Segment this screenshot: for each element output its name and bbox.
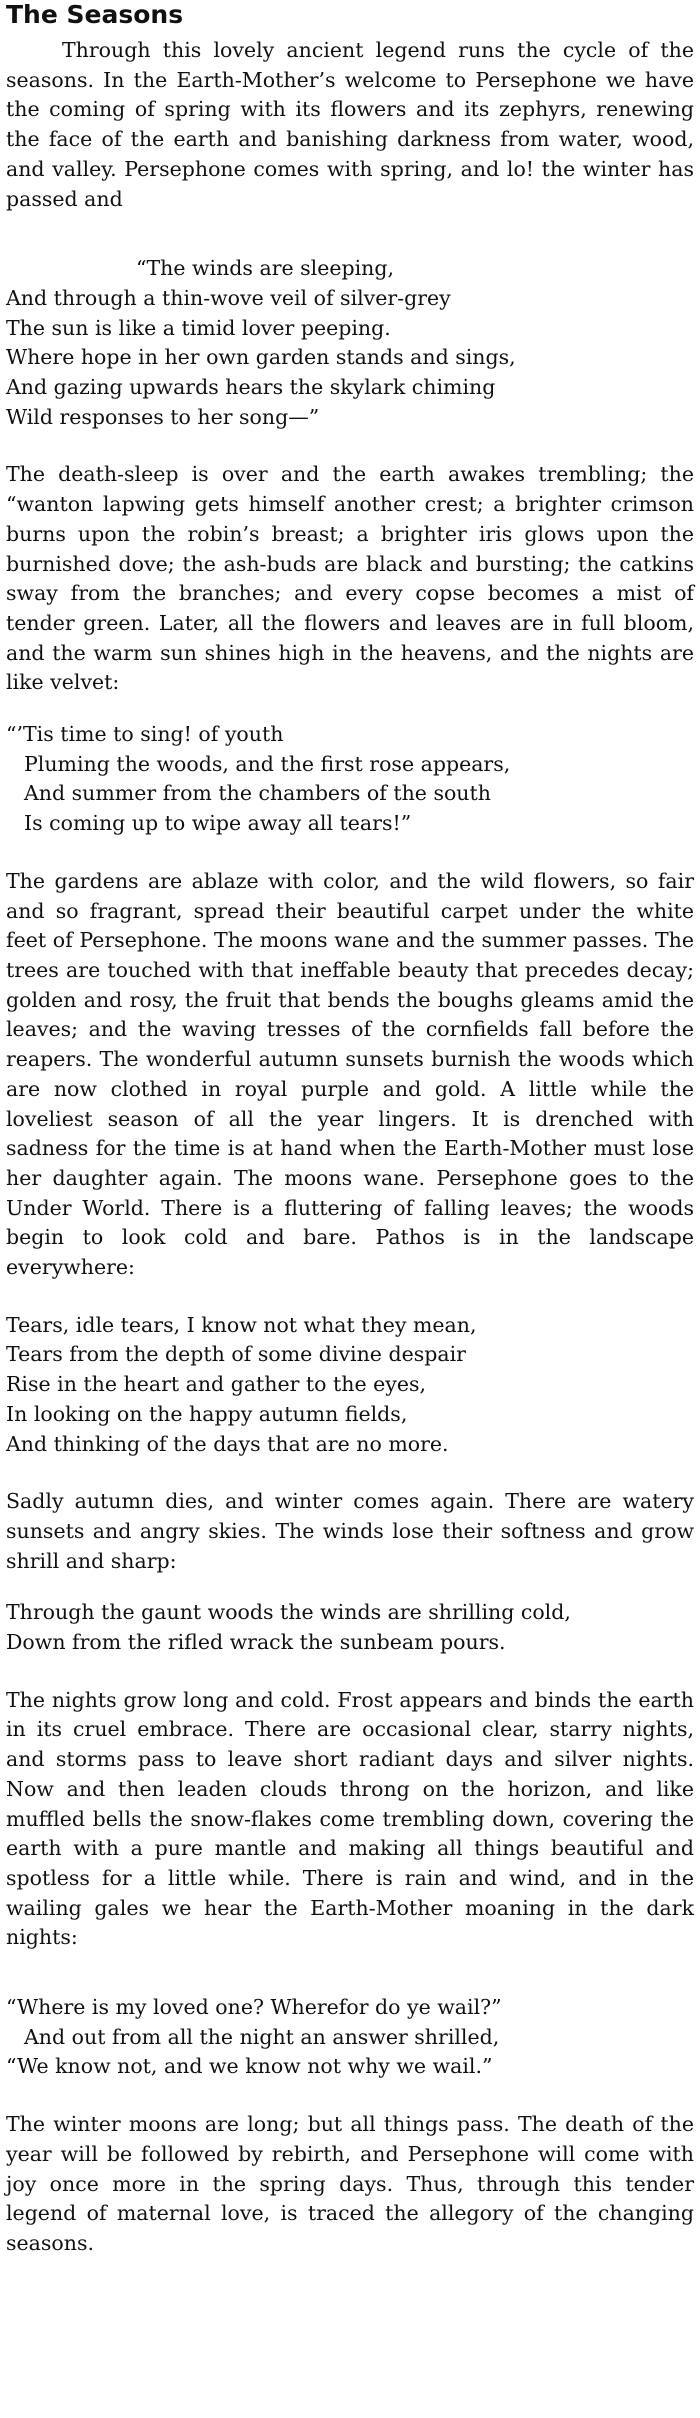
verse-line: Rise in the heart and gather to the eyes, [6,1372,426,1397]
spacer [6,1283,694,1311]
spacer [6,1576,694,1598]
verse-line: In looking on the happy autumn fields, [6,1401,408,1426]
verse-line: Tears from the depth of some divine despair [6,1342,466,1367]
paragraph-autumn-dies: Sadly autumn dies, and winter comes again. There are watery sunsets and angry skies. The winds lose their softness and grow shrill and sharp: [6,1489,694,1573]
verse-line: The sun is like a timid lover peeping. [6,315,391,340]
verse-line: Down from the rifled wrack the sunbeam pours. [6,1630,506,1655]
verse-line: Wild responses to her song—” [6,404,320,429]
verse-loved-one [6,1993,694,2082]
spacer [6,698,694,720]
spacer [6,1459,694,1487]
verse-line: Tears, idle tears, I know not what they mean, [6,1312,477,1337]
paragraph-earth-awakes: The death-sleep is over and the earth awakes trembling; the “wanton lapwing gets himself another crest; a brighter crimson burns upon the robin’s breast; a brighter iris glows upon the burnished dove; the ash-buds are black and bursting; the catkins sway from the branches; and every copse becomes a mist of tender green. Later, all the flowers and leaves are in full bloom, and the warm sun shines high in the heavens, and the nights are like velvet: [6,462,694,695]
verse-gaunt-woods [6,1598,694,1657]
verse-time-to-sing [6,720,694,839]
verse-line: “’Tis time to sing! of youth [6,722,284,747]
verse-line: Is coming up to wipe away all tears!” [24,811,412,836]
paragraph-spring-intro: Through this lovely ancient legend runs the cycle of the seasons. In the Earth-Mother’s welcome to Persephone we have the coming of spring with its flowers and its zephyrs, renewing the face of the earth and banishing darkness from water, wood, and valley. Persephone comes with spring, and lo! the winter has passed and [6,38,694,211]
spacer [6,214,694,254]
verse-line: And thinking of the days that are no more. [6,1431,449,1456]
spacer [6,2082,694,2110]
verse-line: Pluming the woods, and the first rose appears, [24,751,511,776]
article-title: The Seasons [6,0,184,29]
verse-line: “We know not, and we know not why we wail.” [6,2054,493,2079]
verse-line: And out from all the night an answer shrilled, [24,2024,500,2049]
verse-line: And gazing upwards hears the skylark chiming [6,375,496,400]
spacer [6,839,694,867]
paragraph-conclusion: The winter moons are long; but all things pass. The death of the year will be followed by rebirth, and Persephone will come with joy once more in the spring days. Thus, through this tender legend of maternal love, is traced the allegory of the changing seasons. [6,2112,694,2255]
verse-winds-sleeping [6,254,694,432]
verse-idle-tears [6,1311,694,1460]
verse-line: “The winds are sleeping, [136,256,395,281]
paragraph-winter-nights: The nights grow long and cold. Frost appears and binds the earth in its cruel embrace. There are occasional clear, starry nights, and storms pass to leave short radiant days and silver nights. Now and then leaden clouds throng on the horizon, and like muffled bells the snow-flakes come trembling down, covering the earth with a pure mantle and making all things beautiful and spotless for a little while. There is rain and wind, and in the wailing gales we hear the Earth-Mother moaning in the dark nights: [6,1687,694,1950]
verse-line: Through the gaunt woods the winds are shrilling cold, [6,1600,571,1625]
spacer [6,1953,694,1993]
verse-line: “Where is my loved one? Wherefor do ye wail?” [6,1995,502,2020]
paragraph-summer-autumn: The gardens are ablaze with color, and the wild flowers, so fair and so fragrant, spread their beautiful carpet under the white feet of Persephone. The moons wane and the summer passes. The trees are touched with that ineffable beauty that precedes decay; golden and rosy, the fruit that bends the boughs gleams amid the leaves; and the waving tresses of the cornfields fall before the reapers. The wonderful autumn sunsets burnish the woods which are now clothed in royal purple and gold. A little while the loveliest season of all the year lingers. It is drenched with sadness for the time is at hand when the Earth-Mother must lose her daughter again. The moons wane. Persephone goes to the Under World. There is a fluttering of falling leaves; the woods begin to look cold and bare. Pathos is in the landscape everywhere: [6,868,694,1280]
spacer [6,432,694,460]
spacer [6,1658,694,1686]
verse-line: Where hope in her own garden stands and sings, [6,345,516,370]
verse-line: And through a thin-wove veil of silver-grey [6,285,451,310]
verse-line: And summer from the chambers of the south [24,781,491,806]
